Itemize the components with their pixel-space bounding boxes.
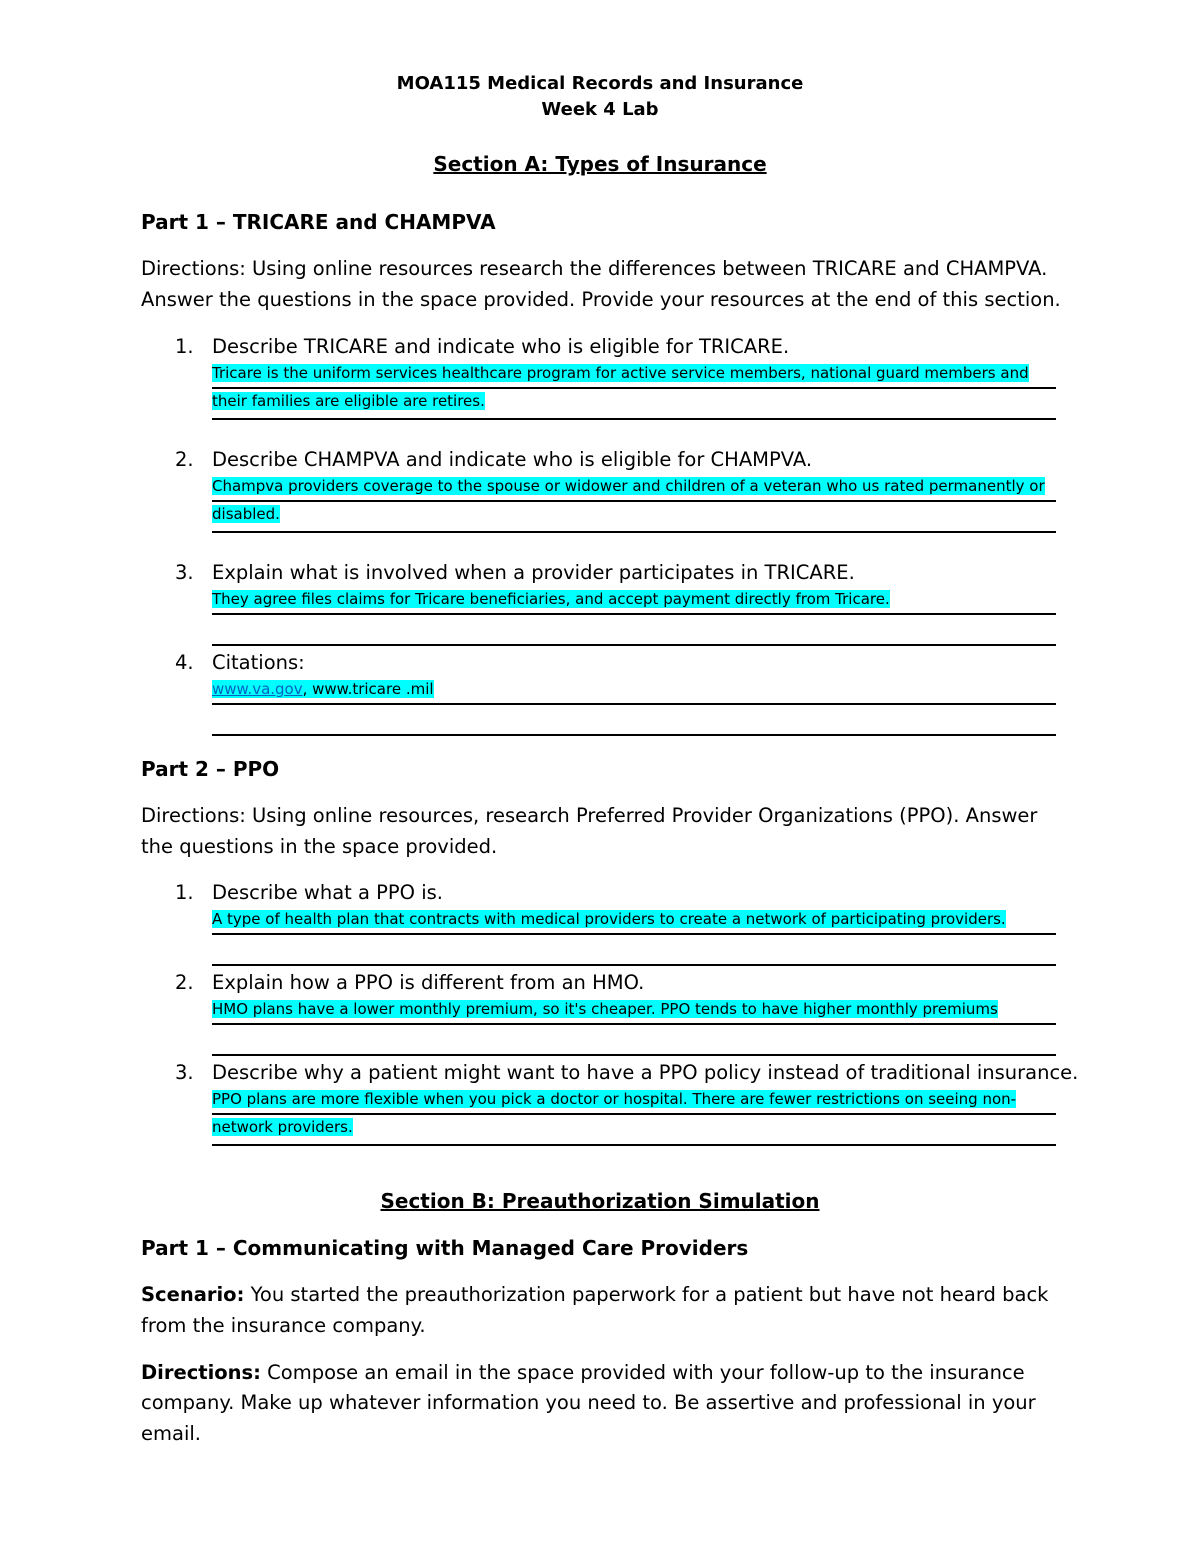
lab-week: Week 4 Lab — [541, 99, 659, 120]
answer-text — [212, 590, 890, 608]
part2-directions-line2: the questions in the space provided. — [141, 835, 498, 858]
question-text: Explain what is involved when a provider participates in TRICARE. — [212, 561, 855, 584]
answer-line — [212, 531, 1056, 533]
question-number: 4. — [175, 651, 194, 674]
answer-line — [212, 644, 1056, 646]
answer-highlight: They agree files claims for Tricare beneficiaries, and accept payment directly from Tricare. — [212, 590, 890, 608]
section-b-part1-title: Part 1 – Communicating with Managed Care Providers — [141, 1236, 749, 1260]
part1-directions-line1: Directions: Using online resources research the differences between TRICARE and CHAMPVA. — [141, 257, 1048, 280]
question-text: Describe what a PPO is. — [212, 881, 443, 904]
scenario-line2: from the insurance company. — [141, 1314, 426, 1337]
answer-highlight: A type of health plan that contracts with medical providers to create a network of participating providers. — [212, 910, 1006, 928]
answer-line — [212, 734, 1056, 736]
answer-line — [212, 1054, 1056, 1056]
answer-text — [212, 1090, 1016, 1108]
directions-b-line3: email. — [141, 1422, 201, 1445]
answer-line — [212, 387, 1056, 389]
part1-directions-line2: Answer the questions in the space provided. Provide your resources at the end of this section. — [141, 288, 1061, 311]
question-number: 3. — [175, 1061, 194, 1084]
question-text: Describe TRICARE and indicate who is eligible for TRICARE. — [212, 335, 790, 358]
answer-line — [212, 500, 1056, 502]
part2-directions-line1: Directions: Using online resources, research Preferred Provider Organizations (PPO). Answer — [141, 804, 1038, 827]
answer-line — [212, 1144, 1056, 1146]
question-number: 1. — [175, 881, 194, 904]
answer-line — [212, 964, 1056, 966]
answer-line — [212, 703, 1056, 705]
citation-tricare: , www.tricare .mil — [302, 680, 434, 698]
section-a-part2-title: Part 2 – PPO — [141, 757, 280, 781]
answer-text — [212, 477, 1045, 495]
answer-line — [212, 613, 1056, 615]
scenario-label: Scenario: — [141, 1283, 245, 1306]
answer-line — [212, 1023, 1056, 1025]
answer-line — [212, 418, 1056, 420]
answer-highlight: their families are eligible are retires. — [212, 392, 485, 410]
section-a-part1-title: Part 1 – TRICARE and CHAMPVA — [141, 210, 496, 234]
question-text: Describe CHAMPVA and indicate who is eligible for CHAMPVA. — [212, 448, 813, 471]
section-a-title: Section A: Types of Insurance — [433, 152, 767, 176]
answer-line — [212, 933, 1056, 935]
answer-highlight: HMO plans have a lower monthly premium, so it's cheaper. PPO tends to have higher monthly premiums — [212, 1000, 998, 1018]
answer-text — [212, 1000, 998, 1018]
answer-highlight: network providers. — [212, 1118, 353, 1136]
question-text: Citations: — [212, 651, 305, 674]
answer-highlight: disabled. — [212, 505, 280, 523]
answer-text — [212, 392, 485, 410]
question-text: Explain how a PPO is different from an HMO. — [212, 971, 645, 994]
scenario-line1: Scenario: You started the preauthorization paperwork for a patient but have not heard back — [141, 1283, 1049, 1306]
directions-label: Directions: — [141, 1361, 261, 1384]
answer-text — [212, 505, 280, 523]
answer-line — [212, 1113, 1056, 1115]
section-b-title: Section B: Preauthorization Simulation — [380, 1189, 820, 1213]
question-number: 1. — [175, 335, 194, 358]
answer-highlight: Tricare is the uniform services healthcare program for active service members, national guard members and — [212, 364, 1029, 382]
answer-text — [212, 1118, 353, 1136]
answer-text — [212, 910, 1006, 928]
question-number: 2. — [175, 971, 194, 994]
directions-b-line1: Directions: Compose an email in the space provided with your follow-up to the insurance — [141, 1361, 1025, 1384]
course-title: MOA115 Medical Records and Insurance — [396, 73, 804, 94]
question-number: 3. — [175, 561, 194, 584]
answer-text — [212, 364, 1029, 382]
answer-highlight: PPO plans are more flexible when you pick a doctor or hospital. There are fewer restrictions on seeing non- — [212, 1090, 1017, 1108]
answer-highlight: Champva providers coverage to the spouse or widower and children of a veteran who us rated permanently or — [212, 477, 1045, 495]
citation-link-va[interactable]: www.va.gov — [212, 680, 303, 698]
citations-answer — [212, 680, 434, 698]
directions-b-line2: company. Make up whatever information you need to. Be assertive and professional in your — [141, 1391, 1036, 1414]
question-text: Describe why a patient might want to have a PPO policy instead of traditional insurance. — [212, 1061, 1079, 1084]
question-number: 2. — [175, 448, 194, 471]
